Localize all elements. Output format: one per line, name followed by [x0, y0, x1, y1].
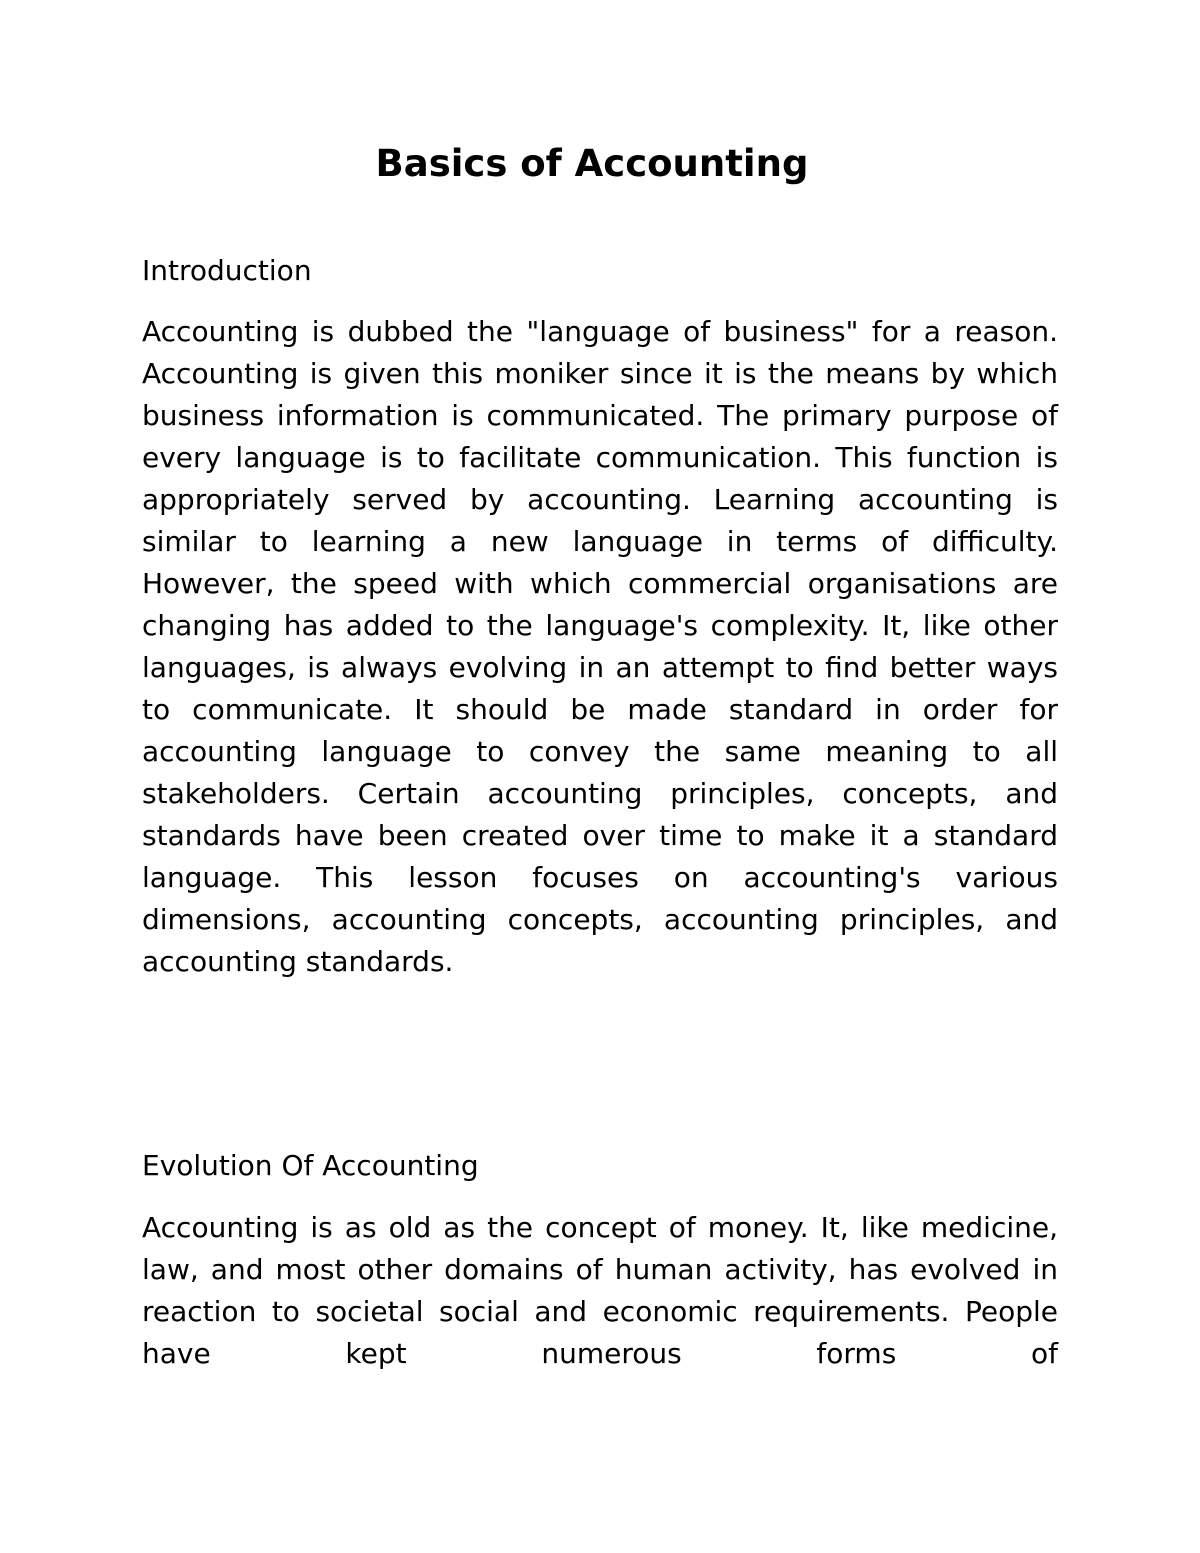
section-body-evolution: Accounting is as old as the concept of money. It, like medicine, law, and most other domains of human activity, has evolved in reaction to societal social and economic requirements. People have kept numerous forms of: [142, 1211, 1058, 1370]
section-heading-introduction: Introduction: [142, 254, 312, 287]
section-heading-evolution: Evolution Of Accounting: [142, 1149, 479, 1182]
section-body-introduction: Accounting is dubbed the "language of business" for a reason. Accounting is given this moniker since it is the means by which business information is communicated. The primary purpose of every language is to facilitate communication. This function is appropriately served by accounting. Learning accounting is similar to learning a new language in terms of difficulty. However, the speed with which commercial organisations are changing has added to the language's complexity. It, like other languages, is always evolving in an attempt to find better ways to communicate. It should be made standard in order for accounting language to convey the same meaning to all stakeholders. Certain accounting principles, concepts, and standards have been created over time to make it a standard language. This lesson focuses on accounting's various dimensions, accounting concepts, accounting principles, and accounting standards.: [142, 315, 1058, 978]
document-title: Basics of Accounting: [375, 142, 809, 185]
